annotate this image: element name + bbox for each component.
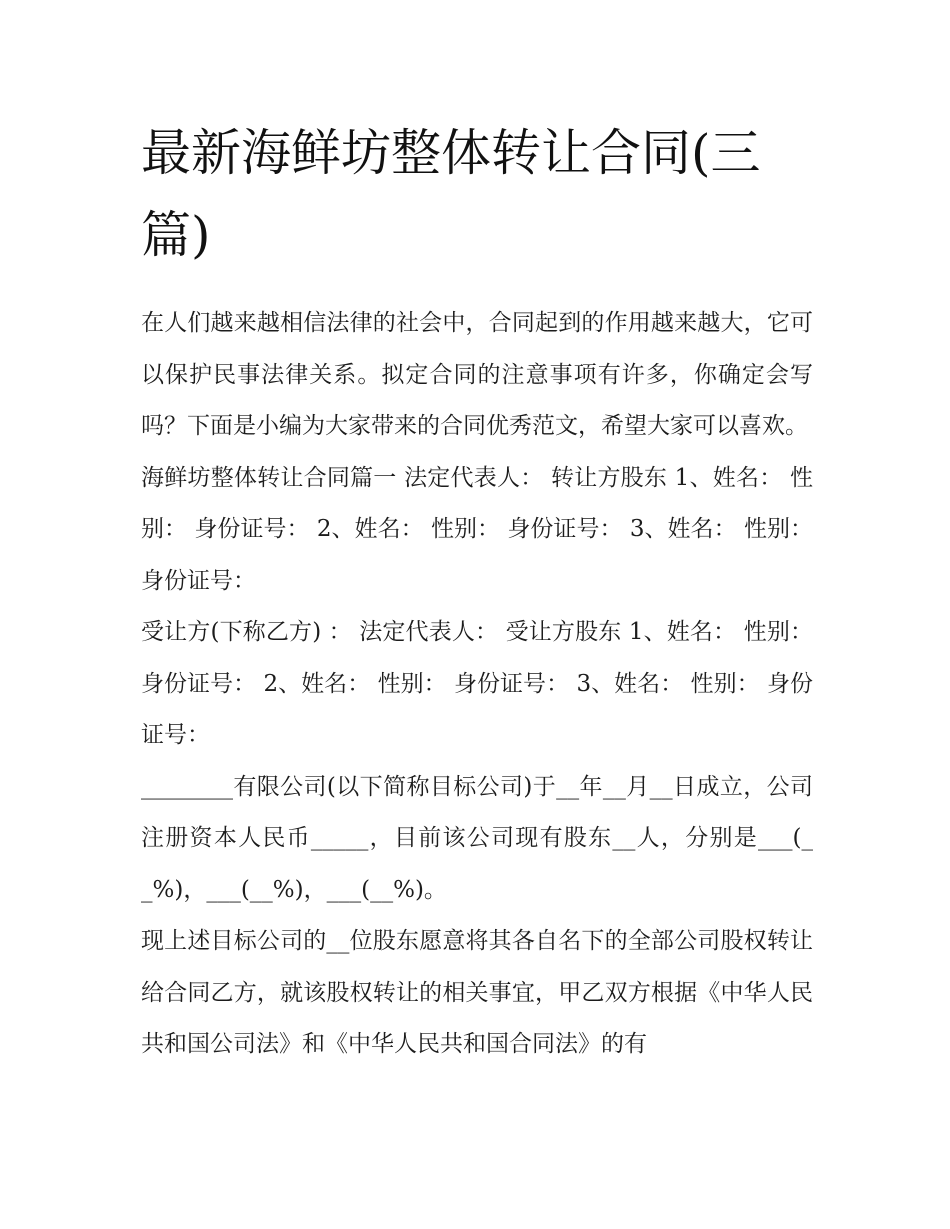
paragraph-transferor: 海鲜坊整体转让合同篇一 法定代表人： 转让方股东 1、姓名： 性别： 身份证号： 2、姓名： 性别： 身份证号： 3、姓名： 性别： 身份证号： bbox=[141, 464, 813, 594]
document-body bbox=[141, 112, 813, 1071]
paragraph-company-info: ________有限公司(以下简称目标公司)于__年__月__日成立，公司注册资本人民币_____，目前该公司现有股东__人，分别是___(__%)，___(__%)，___(__%)。 bbox=[141, 773, 813, 903]
paragraph-list bbox=[141, 298, 813, 1071]
document-title: 最新海鲜坊整体转让合同(三篇) bbox=[141, 124, 761, 264]
paragraph-intro: 在人们越来越相信法律的社会中，合同起到的作用越来越大，它可以保护民事法律关系。拟定合同的注意事项有许多，你确定会写吗？下面是小编为大家带来的合同优秀范文，希望大家可以喜欢。 bbox=[141, 310, 813, 439]
paragraph-transferee: 受让方(下称乙方) ： 法定代表人： 受让方股东 1、姓名： 性别： 身份证号： 2、姓名： 性别： 身份证号： 3、姓名： 性别： 身份证号： bbox=[141, 619, 813, 748]
paragraph-transfer-terms: 现上述目标公司的__位股东愿意将其各自名下的全部公司股权转让给合同乙方，就该股权转让的相关事宜，甲乙双方根据《中华人民共和国公司法》和《中华人民共和国合同法》的有 bbox=[141, 928, 813, 1057]
